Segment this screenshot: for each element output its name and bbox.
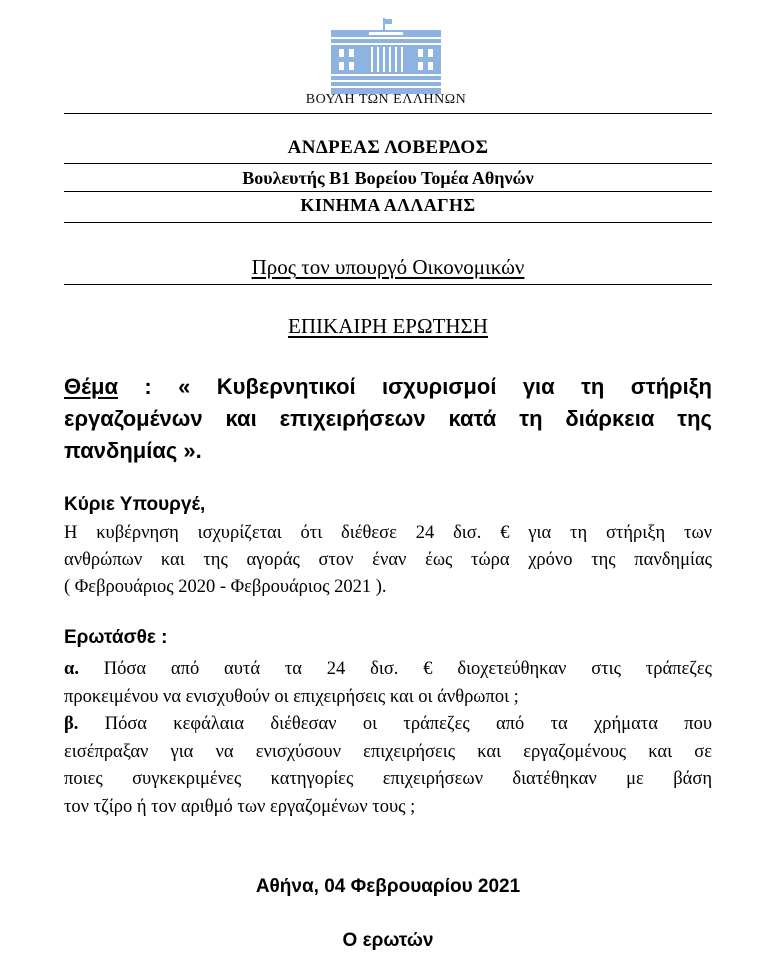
divider bbox=[64, 163, 712, 164]
question-b-line bbox=[64, 711, 712, 739]
question-b-marker: β. bbox=[64, 714, 79, 735]
parliament-logo bbox=[331, 18, 441, 96]
divider bbox=[64, 191, 712, 192]
question-a-line bbox=[64, 656, 712, 684]
question-b-text: Πόσα κεφάλαια διέθεσαν οι τράπεζες από τα χρήματα που bbox=[104, 714, 712, 735]
subject bbox=[64, 371, 712, 467]
mp-name: ΑΝΔΡΕΑΣ ΛΟΒΕΡΔΟΣ bbox=[287, 137, 489, 158]
question-a-line: προκειμένου να ενισχυθούν οι επιχειρήσεις και οι άνθρωποι ; bbox=[64, 686, 519, 707]
date-line: Αθήνα, 04 Φεβρουαρίου 2021 bbox=[255, 876, 521, 897]
intro-line: ανθρώπων και της αγοράς στον έναν έως τώρα χρόνο της πανδημίας bbox=[64, 550, 712, 570]
divider bbox=[64, 113, 712, 114]
question-b-line: τον τζίρο ή τον αριθμό των εργαζομένων τους ; bbox=[64, 796, 416, 817]
question-b-line: ποιες συγκεκριμένες κατηγορίες επιχειρήσεων διατέθηκαν με βάση bbox=[64, 769, 712, 790]
parliament-building-icon bbox=[331, 18, 441, 96]
salutation: Κύριε Υπουργέ, bbox=[64, 494, 206, 515]
intro-paragraph bbox=[64, 520, 712, 601]
question-a-text: Πόσα από αυτά τα 24 δισ. € διοχετεύθηκαν στις τράπεζες bbox=[103, 659, 712, 679]
signature-label: Ο ερωτών bbox=[342, 930, 434, 951]
mp-party: ΚΙΝΗΜΑ ΑΛΛΑΓΗΣ bbox=[300, 195, 476, 215]
subject-text: : « Κυβερνητικοί ισχυρισμοί για τη στήριξη εργαζομένων και επιχειρήσεων κατά τη διάρκεια της πανδημίας ». bbox=[64, 374, 712, 463]
questions-list bbox=[64, 656, 712, 822]
logo-caption: ΒΟΥΛΗ ΤΩΝ ΕΛΛΗΝΩΝ bbox=[305, 92, 467, 107]
document-type-text: ΕΠΙΚΑΙΡΗ ΕΡΩΤΗΣΗ bbox=[288, 314, 488, 338]
intro-line: ( Φεβρουάριος 2020 - Φεβρουάριος 2021 ). bbox=[64, 577, 387, 597]
addressee bbox=[64, 255, 712, 280]
document-type bbox=[64, 314, 712, 339]
addressee-text: Προς τον υπουργό Οικονομικών bbox=[251, 255, 525, 279]
mp-district: Βουλευτής Β1 Βορείου Τομέα Αθηνών bbox=[242, 168, 534, 188]
divider bbox=[64, 222, 712, 223]
intro-line: Η κυβέρνηση ισχυρίζεται ότι διέθεσε 24 δισ. € για τη στήριξη των bbox=[64, 523, 712, 543]
divider bbox=[64, 284, 712, 285]
subject-label: Θέμα bbox=[64, 374, 119, 399]
questions-label: Ερωτάσθε : bbox=[64, 627, 168, 648]
question-a-marker: α. bbox=[64, 659, 79, 679]
question-b-line: εισέπραξαν για να ενισχύσουν επιχειρήσεις και εργαζομένους και σε bbox=[64, 741, 712, 762]
